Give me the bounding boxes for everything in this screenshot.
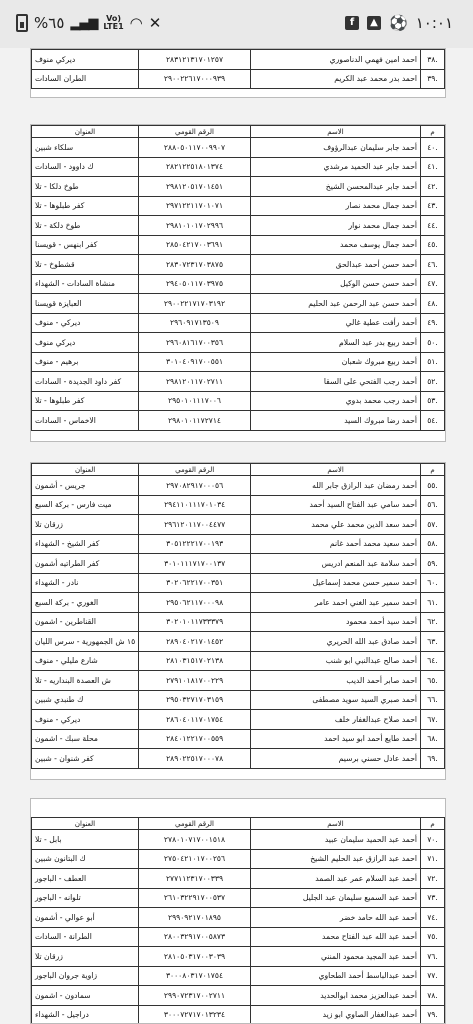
row-address: الطرانة - السادات xyxy=(32,927,139,947)
row-address: محلة سبك - اشمون xyxy=(32,729,139,749)
volte-icon: Vo) LTE1 xyxy=(103,14,124,31)
row-number: .٧٢ xyxy=(421,869,445,889)
row-address: كفر داود الجديدة - السادات xyxy=(32,372,139,392)
row-national-id: ٢٩٤٠٥٠١١٧٠٣٩٧٥ xyxy=(139,274,251,294)
row-address: الاخماس - السادات xyxy=(32,411,139,431)
table-row xyxy=(32,651,445,671)
row-national-id: ٢٨٦٠٤٠١١٧٠١٧٥٤ xyxy=(139,710,251,730)
table-row xyxy=(32,411,445,431)
row-name: أحمد جابر عبد الحميد مرشدي xyxy=(251,157,421,177)
row-national-id: ٣٠٥١٢٢٢١٧٠٠١٩٣ xyxy=(139,534,251,554)
header-name: الاسم xyxy=(251,126,421,138)
row-name: أحمد عبد السلام عمر عبد الصمد xyxy=(251,869,421,889)
row-number: .٥١ xyxy=(421,352,445,372)
row-national-id: ٢٨١٠٣١٥١٧٠٢١٣٨ xyxy=(139,651,251,671)
table-row xyxy=(32,612,445,632)
table-row xyxy=(32,333,445,353)
row-number: .٧٧ xyxy=(421,966,445,986)
row-name: أحمد رأفت عطية غالي xyxy=(251,313,421,333)
header-addr: العنوان xyxy=(32,126,139,138)
table-row xyxy=(32,869,445,889)
row-address: طوخ دلكة - تلا xyxy=(32,216,139,236)
row-national-id: ٣٠٠٠٨٠٣١٧٠١٧٥٤ xyxy=(139,966,251,986)
row-address: تلوانه - الباجور xyxy=(32,888,139,908)
row-number: .٦١ xyxy=(421,593,445,613)
header-name: الاسم xyxy=(251,464,421,476)
row-national-id: ٣٠٠٠٧٢٧١٧٠١٣٢٣٤ xyxy=(139,1005,251,1024)
row-national-id: ٢٩٨١٢٠٥١٧٠١٤٥١ xyxy=(139,177,251,197)
row-national-id: ٢٨١٠٥٠٣١٧٠٠٣٠٣٩ xyxy=(139,947,251,967)
status-bar xyxy=(0,0,473,48)
row-national-id: ٢٩٠٠٢٢٦١٧٠٠٠٩٣٩ xyxy=(139,69,251,89)
row-national-id: ٢٨٣٠٧٢٣١٧٠٣٨٧٥ xyxy=(139,255,251,275)
row-name: أحمد سيد أحمد محمود xyxy=(251,612,421,632)
row-number: .٦٠ xyxy=(421,573,445,593)
row-number: .٥٠ xyxy=(421,333,445,353)
row-national-id: ٢٨٩٠٤٠٢١٧٠١٤٥٢ xyxy=(139,632,251,652)
row-address: ديركي منوف xyxy=(32,50,139,70)
row-number: .٤٠ xyxy=(421,138,445,158)
row-number: .٧٠ xyxy=(421,830,445,850)
row-number: .٧٦ xyxy=(421,947,445,967)
row-national-id: ٢٨٠٠٣٢٩١٧٠٠٥٨٧٣ xyxy=(139,927,251,947)
mute-icon: ✕ xyxy=(148,14,162,32)
row-number: .٤٨ xyxy=(421,294,445,314)
table-header-row xyxy=(32,818,445,830)
row-number: .٧٤ xyxy=(421,908,445,928)
table-header-row xyxy=(32,126,445,138)
row-name: أحمد عادل حسني برسيم xyxy=(251,749,421,769)
row-name: أحمد جمال محمد نوار xyxy=(251,216,421,236)
table-row xyxy=(32,729,445,749)
row-address: ك طنبدي شبين xyxy=(32,690,139,710)
row-name: أحمد عبدالباسط أحمد الطحاوي xyxy=(251,966,421,986)
row-national-id: ٢٩٦٠٩١٧١٣٥٠٩ xyxy=(139,313,251,333)
table-row xyxy=(32,313,445,333)
table-row xyxy=(32,690,445,710)
row-name: احمد صلاح عبدالغفار خلف xyxy=(251,710,421,730)
row-address: العطف - الباجور xyxy=(32,869,139,889)
row-name: أحمد عبد السميع سليمان عبد الجليل xyxy=(251,888,421,908)
row-name: أحمد جابر سليمان عبدالرؤوف xyxy=(251,138,421,158)
table-row xyxy=(32,391,445,411)
row-address: الطران السادات xyxy=(32,69,139,89)
row-address: سلكاء شبين xyxy=(32,138,139,158)
table-row xyxy=(32,710,445,730)
table-row xyxy=(32,534,445,554)
row-name: أحمد سلامة عبد المنعم ادريس xyxy=(251,554,421,574)
row-address: طوخ دلكا - تلا xyxy=(32,177,139,197)
row-number: .٦٥ xyxy=(421,671,445,691)
row-name: أحمد عبدالغفار الصاوي ابو زيد xyxy=(251,1005,421,1024)
table-row xyxy=(32,138,445,158)
row-address: شارع مليلي - منوف xyxy=(32,651,139,671)
row-address: ديركي منوف xyxy=(32,333,139,353)
row-name: أحمد جابر عبدالمحسن الشيخ xyxy=(251,177,421,197)
row-number: .٤٤ xyxy=(421,216,445,236)
row-name: أحمد عبد الله حامد خضر xyxy=(251,908,421,928)
header-num: م xyxy=(421,126,445,138)
row-name: أحمد صبري السيد سويد مصطفى xyxy=(251,690,421,710)
row-national-id: ٢٩٦١٢٠١١٧٠٠٤٤٧٧ xyxy=(139,515,251,535)
table-row xyxy=(32,157,445,177)
table-row xyxy=(32,1005,445,1024)
row-address: برهيم - منوف xyxy=(32,352,139,372)
row-national-id: ٣٠٢٠١٠١١٧٣٣٣٧٩ xyxy=(139,612,251,632)
row-name: أحمد طايع أحمد ابو سيد احمد xyxy=(251,729,421,749)
row-address: قشطوخ - تلا xyxy=(32,255,139,275)
row-national-id: ٢٩٨١٢٠١١٧٠٢٧١١ xyxy=(139,372,251,392)
row-address: زرقان تلا xyxy=(32,515,139,535)
row-address: زرقان تلا xyxy=(32,947,139,967)
row-address: دراجيل - الشهداء xyxy=(32,1005,139,1024)
row-number: .٥٧ xyxy=(421,515,445,535)
gallery-icon: ▲ xyxy=(367,16,381,30)
row-address: ديركي - منوف xyxy=(32,710,139,730)
table-row xyxy=(32,927,445,947)
row-name: أحمد جمال يوسف محمد xyxy=(251,235,421,255)
document-table xyxy=(31,49,445,89)
header-num: م xyxy=(421,464,445,476)
table-row xyxy=(32,235,445,255)
table-row xyxy=(32,196,445,216)
facebook-icon: f xyxy=(345,16,359,30)
row-name: أحمد حسن عبد الرحمن عبد الحليم xyxy=(251,294,421,314)
row-number: .٧١ xyxy=(421,849,445,869)
table-row xyxy=(32,50,445,70)
row-number: .٤٣ xyxy=(421,196,445,216)
row-address: العبايزة قويسنا xyxy=(32,294,139,314)
row-national-id: ٢٨٥٠٤٢١٧٠٠٣٦٩١ xyxy=(139,235,251,255)
row-national-id: ٢٩٨٠١٠١١٧٢٧١٤ xyxy=(139,411,251,431)
row-name: احمد بدر محمد عبد الكريم xyxy=(251,69,421,89)
row-number: .٣٨ xyxy=(421,50,445,70)
row-number: .٤٢ xyxy=(421,177,445,197)
row-national-id: ٢٨٢١٢٢٥١٨٠١٣٧٤ xyxy=(139,157,251,177)
row-number: .٥٨ xyxy=(421,534,445,554)
table-row xyxy=(32,908,445,928)
table-row xyxy=(32,274,445,294)
row-name: أحمد رمضان عبد الرازق جابر الله xyxy=(251,476,421,496)
row-address: الغوري - بركة السبع xyxy=(32,593,139,613)
row-number: .٦٤ xyxy=(421,651,445,671)
row-number: .٥٥ xyxy=(421,476,445,496)
row-address: كفر ابنهس - قويسنا xyxy=(32,235,139,255)
document-page-1 xyxy=(30,48,446,98)
document-page-4 xyxy=(30,798,446,1024)
row-number: .٤١ xyxy=(421,157,445,177)
row-number: .٧٥ xyxy=(421,927,445,947)
header-num: م xyxy=(421,818,445,830)
row-address: كفر الطراتيه أشمون xyxy=(32,554,139,574)
table-row xyxy=(32,986,445,1006)
table-row xyxy=(32,554,445,574)
battery-percentage: %٦٥ xyxy=(34,14,65,32)
row-number: .٥٢ xyxy=(421,372,445,392)
row-address: جريس - أشمون xyxy=(32,476,139,496)
document-table xyxy=(31,125,445,431)
header-id: الرقم القومي xyxy=(139,464,251,476)
table-row xyxy=(32,352,445,372)
row-name: أحمد سعيد محمد أحمد غانم xyxy=(251,534,421,554)
table-row xyxy=(32,593,445,613)
row-national-id: ٢٨٨٠٥٠١١٧٠٠٩٩٠٧ xyxy=(139,138,251,158)
row-name: احمد امين فهمي الدناصوري xyxy=(251,50,421,70)
row-number: .٦٨ xyxy=(421,729,445,749)
row-national-id: ٢٨٩٠٢٢٥١٧٠٠٠٧٨ xyxy=(139,749,251,769)
row-address: كفر الشيخ - الشهداء xyxy=(32,534,139,554)
row-name: احمد عبد الرازق عبد الحليم الشيخ xyxy=(251,849,421,869)
row-address: ك داوود - السادات xyxy=(32,157,139,177)
row-national-id: ٢٩٤١١٠١١١٧٠١٠٣٤ xyxy=(139,495,251,515)
row-name: أحمد عبد المجيد محمود المنني xyxy=(251,947,421,967)
row-name: أحمد ربيع مبروك شعبان xyxy=(251,352,421,372)
row-name: احمد سمير حسن محمد إسماعيل xyxy=(251,573,421,593)
row-name: احمد سمير عبد الغني احمد عامر xyxy=(251,593,421,613)
table-row xyxy=(32,216,445,236)
row-national-id: ٢٩٥٠١٠١١١٧٠٠٦ xyxy=(139,391,251,411)
row-address: ديركي - منوف xyxy=(32,313,139,333)
row-number: .٤٦ xyxy=(421,255,445,275)
row-name: أحمد عبد الله عبد الفتاح محمد xyxy=(251,927,421,947)
row-national-id: ٢٩٨١٠١٠١٧٠٢٩٩٦ xyxy=(139,216,251,236)
row-national-id: ٢٩٥٠٣٢٧١٧٠٣١٥٩ xyxy=(139,690,251,710)
row-number: .٦٩ xyxy=(421,749,445,769)
row-address: زاوية جروان الباجور xyxy=(32,966,139,986)
row-national-id: ٣٠٢٠٦٢٢١٧٠٠٣٥١ xyxy=(139,573,251,593)
row-address: منشاة السادات - الشهداء xyxy=(32,274,139,294)
row-number: .٤٩ xyxy=(421,313,445,333)
document-page-2 xyxy=(30,124,446,442)
row-address: القناطرين - اشمون xyxy=(32,612,139,632)
row-national-id: ٣٠١٠١١١٧١٧٠٠١٣٧ xyxy=(139,554,251,574)
row-national-id: ٢٩٠٠٢٢١٧١٧٠٣١٩٢ xyxy=(139,294,251,314)
row-number: .٥٩ xyxy=(421,554,445,574)
table-row xyxy=(32,671,445,691)
table-row xyxy=(32,294,445,314)
row-number: .٧٩ xyxy=(421,1005,445,1024)
row-name: أحمد عبد الحميد سليمان عبيد xyxy=(251,830,421,850)
table-row xyxy=(32,947,445,967)
table-row xyxy=(32,966,445,986)
row-address: أبو عوالي - أشمون xyxy=(32,908,139,928)
table-row xyxy=(32,749,445,769)
soccer-icon: ⚽ xyxy=(389,14,408,32)
row-address: كفر طبلوها - تلا xyxy=(32,391,139,411)
table-row xyxy=(32,830,445,850)
header-id: الرقم القومي xyxy=(139,818,251,830)
row-national-id: ٢٩٧٠٨٢٩١٧٠٠٠٥٦ xyxy=(139,476,251,496)
row-number: .٥٣ xyxy=(421,391,445,411)
row-name: أحمد ربيع بدر عبد السلام xyxy=(251,333,421,353)
row-number: .٤٧ xyxy=(421,274,445,294)
row-name: أحمد حسن حسن الوكيل xyxy=(251,274,421,294)
table-row xyxy=(32,573,445,593)
row-address: كفر شنوان - شبين xyxy=(32,749,139,769)
status-left-group xyxy=(16,14,161,32)
row-national-id: ٢٨٣١٢١٣١٧٠١٢٥٧ xyxy=(139,50,251,70)
row-name: أحمد رجب محمد بدوي xyxy=(251,391,421,411)
row-national-id: ٢٩٩٠٧٢٣١٧٠٠٢٧١١ xyxy=(139,986,251,1006)
row-number: .٦٣ xyxy=(421,632,445,652)
header-id: الرقم القومي xyxy=(139,126,251,138)
row-address: ك البتانون شبين xyxy=(32,849,139,869)
table-row xyxy=(32,372,445,392)
row-address: سمادون - اشمون xyxy=(32,986,139,1006)
row-name: أحمد صالح عبدالنبي ابو شنب xyxy=(251,651,421,671)
row-number: .٥٤ xyxy=(421,411,445,431)
row-name: أحمد سامي عبد الفتاح السيد أحمد xyxy=(251,495,421,515)
table-row xyxy=(32,888,445,908)
battery-icon xyxy=(16,14,28,32)
table-row xyxy=(32,177,445,197)
row-number: .٣٩ xyxy=(421,69,445,89)
row-number: .٥٦ xyxy=(421,495,445,515)
table-header-row xyxy=(32,464,445,476)
row-address: بابل - تلا xyxy=(32,830,139,850)
status-time: ١٠:٠١ xyxy=(415,14,453,32)
row-national-id: ٢٨٤٠١٢٢١٧٠٠٥٥٩ xyxy=(139,729,251,749)
row-number: .٤٥ xyxy=(421,235,445,255)
table-row xyxy=(32,476,445,496)
row-number: .٧٨ xyxy=(421,986,445,1006)
row-address: ١٥ ش الجمهورية - سرس الليان xyxy=(32,632,139,652)
document-table xyxy=(31,817,445,1024)
row-national-id: ٢٧٧١١٢٣١٧٠٠٣٣٩ xyxy=(139,869,251,889)
row-national-id: ٢٩٧١٢٢١١٧٠١٠٧١ xyxy=(139,196,251,216)
row-national-id: ٢٧٩١٠١٨١٧٠٠٢٢٩ xyxy=(139,671,251,691)
header-addr: العنوان xyxy=(32,818,139,830)
row-national-id: ٣٠١٠٤٠٩١٧٠٠٥٥١ xyxy=(139,352,251,372)
row-national-id: ٢٦١٠٣٢٢٩١٧٠٠٥٣٧ xyxy=(139,888,251,908)
table-row xyxy=(32,515,445,535)
row-name: أحمد رضا مبروك السيد xyxy=(251,411,421,431)
row-name: أحمد سعد الدين محمد علي محمد xyxy=(251,515,421,535)
row-national-id: ٢٧٥٠٤٢١٠١٧٠٠٢٥٦ xyxy=(139,849,251,869)
row-national-id: ٢٩٥٠٦٢١١٧٠٠٠٩٨ xyxy=(139,593,251,613)
table-row xyxy=(32,849,445,869)
document-page-3 xyxy=(30,462,446,780)
row-name: احمد صابر أحمد الديب xyxy=(251,671,421,691)
wifi-icon: ◠ xyxy=(129,14,143,32)
row-address: كفر طبلوها - تلا xyxy=(32,196,139,216)
row-number: .٦٧ xyxy=(421,710,445,730)
row-name: أحمد حسن أحمد عبدالحق xyxy=(251,255,421,275)
signal-icon: ▂▄▆ xyxy=(70,15,98,31)
row-address: نادر - الشهداء xyxy=(32,573,139,593)
table-row xyxy=(32,632,445,652)
row-address: ميت فارس - بركة السبع xyxy=(32,495,139,515)
table-row xyxy=(32,255,445,275)
row-number: .٧٣ xyxy=(421,888,445,908)
row-name: أحمد عبدالعزيز محمد ابوالحديد xyxy=(251,986,421,1006)
row-name: أحمد جمال محمد نصار xyxy=(251,196,421,216)
document-table xyxy=(31,463,445,769)
status-right-group xyxy=(345,14,453,32)
row-number: .٦٢ xyxy=(421,612,445,632)
row-address: ش العصدة البنداريه - تلا xyxy=(32,671,139,691)
row-national-id: ٢٩٦٠٨١٦١٧٠٠٣٥٦ xyxy=(139,333,251,353)
row-national-id: ٢٧٨٠١٠٧١٧٠٠١٥١٨ xyxy=(139,830,251,850)
header-addr: العنوان xyxy=(32,464,139,476)
table-row xyxy=(32,495,445,515)
row-name: أحمد رجب الفتحي على السقا xyxy=(251,372,421,392)
row-national-id: ٢٩٩٠٩٢١٧٠١٨٩٥ xyxy=(139,908,251,928)
header-name: الاسم xyxy=(251,818,421,830)
row-number: .٦٦ xyxy=(421,690,445,710)
table-row xyxy=(32,69,445,89)
row-name: أحمد صادق عبد الله الحريري xyxy=(251,632,421,652)
